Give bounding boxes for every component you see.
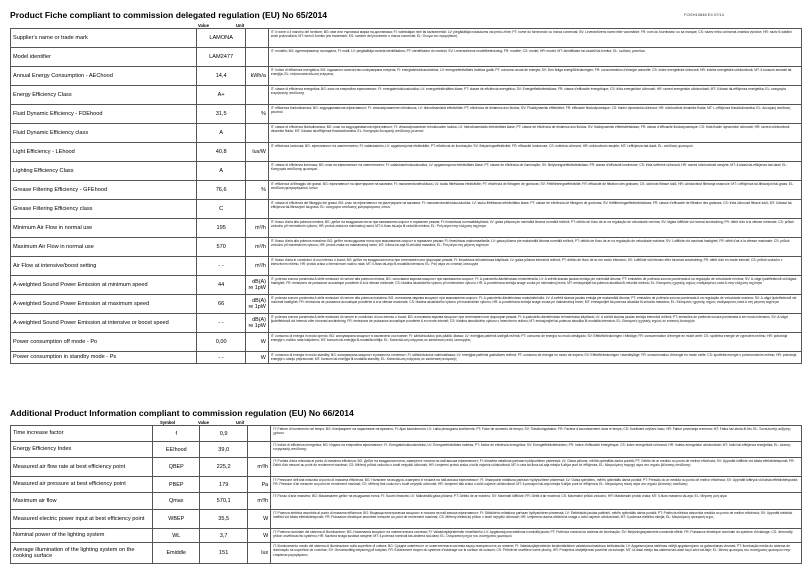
row-value: 151	[200, 543, 248, 564]
row-translations: IT: Potenza nominale del sistema di illuminazione; BG: Номинална мощност на осветителната система; FI: Valaistusjärjestelmän nimellisteho; LV: Apgaismojuma sistēmas nominālā jauda; PT: Potência nominal do sistema de iluminação; SV: Belysningssystemets nominella effekt; FR: Puissance électrique nominale du système d'éclairage; CS: Jmenovitý příkon osvětlovacího systému; HR: Nazivna snaga sustava rasvjete; MT: Il-potenza nominali tas-sistema tad-dawl; EL: Ονομαστική ισχύς του συστήματος φωτισμού	[271, 529, 802, 543]
table-row	[11, 124, 802, 143]
row-label: A-weighted Sound Power Emission at minimum speed	[11, 276, 197, 295]
row-unit	[245, 86, 268, 105]
table-row	[11, 276, 802, 295]
row-value: 31,5	[197, 105, 246, 124]
row-unit	[245, 162, 268, 181]
table-row	[11, 257, 802, 276]
row-unit: W	[245, 333, 268, 352]
row-label: Measured air flow rate at best efficiency point	[11, 458, 153, 477]
row-value: 225,2	[200, 458, 248, 477]
row-translations: IT: potenza sonora ponderata A delle emissioni di rumore in condizioni di uso intenso o boost; BG: излъчвана звукова мощност при интензивен или форсиран режим; FI: A-painotettu äänitehotaso tehostetussa käytössä; LV: A svērtā skaņas jaudas emisija intensīvā režīmā; PT: emissões de potência sonora ponderada A em modo intensivo; SV: A-vägd ljudeffektnivå vid intensiv eller forcerad användning; FR: émissions de puissance acoustique pondérée A en mode intensif; CS: hladina akustického výkonu v intenzivním režimu; MT: emissjonijiet tal-potenza akustika fil-modalità intensiva; EL: Εκπομπές ηχητικής ισχύος σε εντατική λειτουργία	[268, 314, 801, 333]
row-translations: IT: Potenza elettrica assorbita al punto di massima efficienza; BG: Входяща електрическа мощност в точката на най-висока ефективност; FI: Sähköteho mitattuna parhaan hyötysuhteen pisteessä; LV: Elektriskās jaudas patēriņš, mērīts optimālās darba punktā; PT: Potência elétrica absorvida medida no ponto de melhor eficiência; SV: Uppmätt elektrisk ineffekt vid bästa effektivitetspunkt; FR: Puissance électrique absorbée mesurée au point de rendement maximal; CS: Měřený elektrický příkon v bodě nejvyšší účinnosti; HR: Izmjerena ulazna električna snaga u točki najveće učinkovitosti; MT: Il-potenza elettrika mkejla; EL: Μετρούμενη ηλεκτρική ισχύς	[271, 510, 802, 529]
row-unit: dB(A) re 1pW	[245, 295, 268, 314]
row-label: Supplier's name or trade mark	[11, 29, 197, 48]
row-label: A-weighted Sound Power Emission at maximum speed	[11, 295, 197, 314]
table-row	[11, 200, 802, 219]
row-translations: IT: potenza sonora ponderata A delle emissioni di rumore alla potenza massima; BG: излъчвана звукова мощност при максимална скорост; FI: A-painotettu äänitehotaso maksimiteholla; LV: A svērtā skaņas jaudas emisija pie maksimālā ātruma; PT: emissões de potência sonora ponderada A na regulação de velocidade máxima; SV: A-vägd ljudeffektnivå vid maximal hastighet; FR: émissions de puissance acoustique pondérée A à la vitesse maximale; CS: hladina akustického výkonu při maximálním výkonu; HR: A-ponderirana emisija snage zvuka pri maksimalnoj brzini; MT: emissjonijiet tal-potenza akustika fil-veloċità massima; EL: Εκπομπές ηχητικής ισχύος σταθμισμένες κατά Α στη μέγιστη ταχύτητα	[268, 295, 801, 314]
row-translations: IT: Fattore di incremento nel tempo; BG: Коефициент на нарастване на времето; FI: Ajan kasvukerroin; LV: Laika pieauguma koeficients; PT: Fator de aumento de tempo; SV: Tidsökningsfaktor; FR: Facteur d'accroissement dans le temps; CS: Koeficient zvýšení času; HR: Faktor povećanja vremena; MT: Fattur taż-żieda fil-ħin; EL: Συντελεστής αύξησης χρόνου	[271, 426, 802, 442]
row-value: 0,00	[197, 333, 246, 352]
row-label: Average illumination of the lighting system on the cooking surface	[11, 543, 153, 564]
row-translations: IT: consumo di energia in modo spento; BG: консумирана мощност в изключено състояние; FI: sähkönkulutus pois päältä -tilassa; LV: enerģijas patēriņš izslēgtā režīmā; PT: consumo de energia no modo desligado; SV: Effektförbrukningen i frånläge; FR: consommation d'énergie en mode arrêt; CS: spotřeba energie ve vypnutém režimu; HR: potrošnja energije u načinu rada isključeno; MT: konsum tal-enerģija fil-modalità mitfija; EL: Κατανάλωση ενέργειας σε κατάσταση εκτός λειτουργίας	[268, 333, 801, 352]
row-unit: m³/h	[245, 219, 268, 238]
row-label: Model identifier	[11, 48, 197, 67]
row-value: - -	[197, 257, 246, 276]
page-title: Product Fiche compliant to commission delegated regulation (EU) No 65/2014	[10, 10, 328, 20]
row-unit: W	[248, 529, 271, 543]
row-value: A	[197, 162, 246, 181]
row-label: Power consumption off mode - Po	[11, 333, 197, 352]
row-value: 39,0	[200, 442, 248, 458]
row-label: Grease Filtering Efficiency - GFEhood	[11, 181, 197, 200]
table-row	[11, 426, 802, 442]
row-translations: IT: efficienza luminosa; BG: ефективност на осветлението; FI: valaistusteho; LV: apgaismojuma efektivitāte; PT: eficiência de iluminação; SV: Belysningseffektivitet; FR: efficacité lumineuse; CS: světelná účinnost; HR: učinkovitost rasvjete; MT: l-effiċjenza tad-dawl; EL: απόδοση φωτισμού	[268, 143, 801, 162]
table-row	[11, 314, 802, 333]
row-unit	[245, 48, 268, 67]
row-unit	[245, 124, 268, 143]
row-unit: m³/h	[248, 493, 271, 510]
row-translations: IT: consumo di energia in modo standby; BG: консумирана мощност в режим на готовност; FI: sähkönkulutus valmiustilassa; LV: enerģijas patēriņš gaidstāves režīmā; PT: consumo de energia no modo de espera; SV: Effektförbrukningen i standbyläge; FR: consommation d'énergie en mode veille; CS: spotřeba energie v pohotovostním režimu; HR: potrošnja energije u stanju pripravnosti; MT: konsum tal-enerģija fil-modalità standby; EL: Κατανάλωση ενέργειας σε κατάσταση αναμονής	[268, 352, 801, 364]
row-translations: IT: classe di efficienza del filtraggio dei grassi; BG: клас на ефективност на филтриране на мазнини; FI: rasvanerotustehokkuusluokka; LV: tauku filtrēšanas efektivitātes klase; PT: classe de eficiência de filtragem de gorduras; SV: fettfiltreringseffektivitetsklass; FR: classe d'efficacité de filtration des graisses; CS: třída účinnosti filtrace tuků; MT: Il-klassi tal-effiċjenza tal-filtrazzjoni tal-grass; EL: κατηγορία απόδοσης φιλτραρίσματος λιπών	[268, 200, 801, 219]
row-label: A-weighted Sound Power Emission at intensive or boost speed	[11, 314, 197, 333]
row-unit: m³/h	[248, 458, 271, 477]
row-label: Maximum air flow	[11, 493, 153, 510]
row-value: 570,1	[200, 493, 248, 510]
row-value: - -	[197, 352, 246, 364]
row-translations: IT: modello; BG: идентификатор на модела; FI: malli; LV: piegādātāja modeļa identifikators; PT: identificador do modelo; SV: Leverantörens modellbeteckning; FR: modèle; CS: model; HR: model; MT: identifikatur tal-mudell tal-fornitur; EL: κωδικός μοντέλου	[268, 48, 801, 67]
table-row	[11, 86, 802, 105]
row-translations: IT: Indice di efficienza energetica; BG: годишното количество консумирана енергия; FI: energiatehokkuusindeksi; LV: energoefektivitātes indekss gadā; PT: consumo anual de energia; SV: Den årliga energiförbrukningen; FR: consommation d'énergie annuelle; CS: index energetické účinnosti; HR: indeks energetske učinkovitosti; MT: Il-konsum annwali tal-enerģija; EL: ετήσια κατανάλωση ενέργειας	[268, 67, 801, 86]
row-translations: IT: flusso d'aria alla potenza minima; BG: дебит на въздушния поток при минимална скорост в нормален режим; FI: ilmavirtaus normaalikäytössä; LV: gaisa plūsma pie minimālā ātruma normālā režīmā; PT: débito de fluxo de ar na regulação de velocidade mínima; SV: lägsta luftflöde vid normal användning; FR: débit d'air à la vitesse minimale; CS: průtok vzduchu při minimálním výkonu; HR: protok zraka na minimalnoj razini; MT: il-fluss tal-arja fil-veloċità minima; EL: Ροή αέρα στην ελάχιστη ταχύτητα	[268, 219, 801, 238]
additional-info-table	[10, 425, 802, 564]
table-row	[11, 238, 802, 257]
row-value: 570	[197, 238, 246, 257]
row-label: Lighting Efficiency Class	[11, 162, 197, 181]
row-unit: m³/h	[245, 238, 268, 257]
row-label: Energy Efficiency Index	[11, 442, 153, 458]
table-row	[11, 529, 802, 543]
col-header-unit-2: Unit	[236, 420, 245, 425]
row-value: LAM2477	[197, 48, 246, 67]
table-row	[11, 333, 802, 352]
product-fiche-table	[10, 28, 802, 364]
col-header-value-2: Value	[198, 420, 209, 425]
row-unit: %	[245, 181, 268, 200]
col-header-symbol: Symbol	[160, 420, 176, 425]
row-translations: IT: il nome o il marchio del fornitore; BG: име или търговска марка на доставчика; FI: valmistajan nimi tai tavaramerkki; LV: piegādātāja nosaukums vai preču zīme; PT: nome do fornecedor ou marca comercial; SV: Leverantörens namn eller varumärke; FR: nom du fournisseur ou sa marque; CS: název nebo ochranná známka výrobce; HR: naziv ili zaštitni znak proizvođača; MT: isem il-fornitur jew trademark; ES: nombre del proveedor o marca comercial; EL: Όνομα του προμηθευτή	[268, 29, 801, 48]
row-unit: dB(A) re 1pW	[245, 276, 268, 295]
row-translations: IT: flusso d'aria in condizioni di uso intenso o boost; BG: дебит на въздушния поток при интензивен или форсиран режим; FI: ilmavirtaus tehostetussa käytössä; LV: gaisa plūsma intensīvā režīmā; PT: débito de fluxo de ar em modo intensivo; SV: Luftflöde vid intensiv eller forcerad användning; FR: débit d'air en mode intensif; CS: průtok vzduchu v intenzivním režimu; HR: protok zraka u intenzivnom načinu rada; MT: il-fluss tal-arja fil-modalità intensiva; EL: Ροή αέρα σε εντατική λειτουργία	[268, 257, 801, 276]
table-row	[11, 295, 802, 314]
row-value: 0,9	[200, 426, 248, 442]
row-translations: IT: efficienza di filtraggio dei grassi; BG: ефективност на филтриране на мазнини; FI: rasvanerotustehokkuus; LV: tauku filtrēšanas efektivitāte; PT: eficiência de filtragem de gorduras; SV: Fettfiltreringseffektivitet; FR: efficacité de filtration des graisses; CS: účinnost filtrace tuků; HR: učinkovitost filtriranja masnoće; MT: l-effiċjenza tal-filtrazzjoni tal-grass; EL: απόδοση φιλτραρίσματος λιπών	[268, 181, 801, 200]
row-symbol: f	[153, 426, 200, 442]
row-translations: IT: classe di efficienza luminosa; BG: клас на ефективност на осветлението; FI: valaistustehoisuusluokka; LV: apgaismojuma efektivitātes klase; PT: classe de eficiência de iluminação; SV: Belysningseffektivitetsklass; FR: classe d'efficacité lumineuse; CS: třída světelné účinnosti; HR: razred učinkovitosti rasvjete; MT: Il-klassi tal-effiċjenza tad-dawl; EL: Κατηγορία απόδοσης φωτισμού	[268, 162, 801, 181]
row-unit	[248, 442, 271, 458]
row-symbol: PBEP	[153, 477, 200, 493]
row-unit: W	[248, 510, 271, 529]
row-translations: IT: Illuminamento medio del sistema di illuminazione sulla superficie di cottura; BG: Средна осветеност от осветителната система върху повърхността за готвене; FI: Valaistusjärjestelmän keskimääräinen valaistusvoimakkuus keittotasolla; LV: Apgaismojuma sistēmas vidējā apgaismojums uz gatavošanas virsmas; PT: Iluminação média do sistema de iluminação na superfície de cozinhar; SV: Genomsnittlig belysning på kokytan; FR: Éclairement moyen du système d'éclairage sur la surface de cuisson; CS: Průměrné osvětlení varné plochy; HR: Prosječna osvijetljenost površine za kuhanje; MT: Id-dawl medju tas-sistema tad-dawl fuq il-wiċċ tat-tisjir; EL: Μέσος φωτισμός του συστήματος φωτισμού στην επιφάνεια μαγειρέματος	[271, 543, 802, 564]
table-row	[11, 29, 802, 48]
row-label: Air Flow at intensive/boost setting	[11, 257, 197, 276]
section-title-additional: Additional Product Information compliant to commission regulation (EU) No 66/2014	[10, 408, 354, 418]
row-translations: IT: efficienza fluidodinamica; BG: хидродинамична ефективност; FI: virtausdynaaminen tehokkuus; LV: hidrodinamiskā efektivitāte; PT: eficiência de dinâmica dos fluidos; SV: Fluiddynamisk effektivitet; FR: efficacité fluidodynamique; CS: fluidní dynamická účinnost; HR: učinkovitost dinamike fluida; MT: L-effiċjenza fluwidodinamika; EL: Δυναμική απόδοση ρευστού	[268, 105, 801, 124]
fiche-code: FOGH10848 E4 07/14	[684, 12, 724, 17]
col-header-unit: Unit	[236, 23, 245, 28]
row-value: 3,7	[200, 529, 248, 543]
table-row	[11, 48, 802, 67]
row-value: 14,4	[197, 67, 246, 86]
row-value: 76,6	[197, 181, 246, 200]
row-value: 35,5	[200, 510, 248, 529]
row-translations: IT: Indice di efficienza energetica; BG: Индекс на енергийна ефективност; FI: Energiatehokkuusindeksi; LV: Energoefektivitātes indekss; PT: Índice de eficiência energética; SV: Energieffektivitetsindex; FR: Indice d'efficacité énergétique; CS: Index energetické účinnosti; HR: Indeks energetske učinkovitosti; MT: Indiċi tal-effiċjenza enerģetika; EL: Δείκτης ενεργειακής απόδοσης	[271, 442, 802, 458]
table-row	[11, 219, 802, 238]
table-row	[11, 67, 802, 86]
row-label: Maximum Air Flow in normal use	[11, 238, 197, 257]
row-label: Energy Efficiency Class	[11, 86, 197, 105]
row-value: 40,8	[197, 143, 246, 162]
table-row	[11, 458, 802, 477]
row-label: Light Efficiency - LEhood	[11, 143, 197, 162]
col-header-value: Value	[198, 23, 209, 28]
row-label: Annual Energy Consumption - AEChood	[11, 67, 197, 86]
row-value: A+	[197, 86, 246, 105]
row-value: LAMONA	[197, 29, 246, 48]
row-translations: IT: Flusso d'aria massimo; BG: Максимален дебит на въздушния поток; FI: Suurin ilmavirta; LV: Maksimālā gaisa plūsma; PT: Débito de ar máximo; SV: Maximalt luftflöde; FR: Débit d'air maximal; CS: Maximální průtok vzduchu; HR: Maksimalni protok zraka; MT: Il-fluss massimu tal-arja; EL: Μέγιστη ροή αέρα	[271, 493, 802, 510]
row-translations: IT: Pressione dell'aria misurata al punto di massima efficienza; BG: Налягане на въздуха, измерено в точката на най-висока ефективност; FI: Ilmanpaine mitattuna parhaan hyötysuhteen pisteessä; LV: Gaisa spiediens, mērīts optimālās darba punktā; PT: Pressão do ar medida no ponto de melhor eficiência; SV: Uppmätt lufttryck vid bästa effektivitetspunkt; FR: Pression d'air mesurée au point de rendement maximal; CS: Měřený tlak vzduchu v bodě nejvyšší účinnosti; HR: Izmjereni tlak zraka u točki najveće učinkovitosti; MT: Il-pressjoni tal-arja mkejla fl-aħjar punt ta' effiċjenza; EL: Μετρούμενη πίεση αέρα στο σημείο βέλτιστης απόδοσης	[271, 477, 802, 493]
row-label: Power consumption in standby mode - Ps	[11, 352, 197, 364]
row-translations: IT: classe di efficienza fluidodinamica; BG: клас на хидродинамична ефективност; FI: virtausdynaamisen tehokkuuden luokka; LV: hidrodinamiskās efektivitātes klase; PT: classe de eficiência de dinâmica dos fluidos; SV: fluiddynamisk effektivitetsklass; FR: classe d'efficacité fluidodynamique; CS: třída fluidní dynamické účinnosti; HR: razred učinkovitosti dinamike fluida; MT: Il-klassi tal-effiċjenza fluwidodinamika; EL: Κατηγορία δυναμικής απόδοσης ρευστού	[268, 124, 801, 143]
row-unit: lux/W	[245, 143, 268, 162]
row-unit	[248, 426, 271, 442]
row-unit: dB(A) re 1pW	[245, 314, 268, 333]
row-value: C	[197, 200, 246, 219]
row-symbol: Emiddle	[153, 543, 200, 564]
row-label: Minimum Air Flow in normal use	[11, 219, 197, 238]
row-value: A	[197, 124, 246, 143]
row-label: Fluid Dynamic Efficiency - FDEhood	[11, 105, 197, 124]
row-label: Time increase factor	[11, 426, 153, 442]
row-translations: IT: classe di efficienza energetica; BG: клас на енергийна ефективност; FI: energiatehokkuusluokka; LV: energoefektivitātes klase; PT: classe de eficiência energética; SV: Energieffektivitetsklass; FR: classe d'efficacité énergétique; CS: třída energetické účinnosti; HR: razred energetske učinkovitosti; MT: Il-klassi tal-effiċjenza enerģetika; EL: κατηγορία ενεργειακής απόδοσης	[268, 86, 801, 105]
table-row	[11, 493, 802, 510]
row-value: 179	[200, 477, 248, 493]
row-unit: W	[245, 352, 268, 364]
table-row	[11, 352, 802, 364]
row-value: 44	[197, 276, 246, 295]
table-row	[11, 510, 802, 529]
row-symbol: QBEP	[153, 458, 200, 477]
row-unit	[245, 200, 268, 219]
row-unit: %	[245, 105, 268, 124]
row-label: Nominal power of the lighting system	[11, 529, 153, 543]
table-row	[11, 181, 802, 200]
row-translations: IT: potenza sonora ponderata A delle emissioni di rumore alla potenza minima; BG: излъчвана звукова мощност при минимална скорост; FI: A-painotettu äänitehotaso minimiteholla; LV: A svērtā skaņas jaudas emisija pie minimālā ātruma; PT: emissões de potência sonora ponderada A na regulação de velocidade mínima; SV: A-vägd ljudeffektnivå vid lägsta hastighet; FR: émissions de puissance acoustique pondérée A à la vitesse minimale; CS: hladina akustického výkonu při minimálním výkonu; HR: A-ponderirana emisija snage zvuka pri minimalnoj brzini; MT: emissjonijiet tal-potenza akustika fil-veloċità minima; EL: Εκπομπές ηχητικής ισχύος σταθμισμένες κατά Α στην ελάχιστη ταχύτητα	[268, 276, 801, 295]
row-translations: IT: flusso d'aria alla potenza massima; BG: дебит на въздушния поток при максимална скорост в нормален режим; FI: ilmavirtaus maksimaalisella; LV: gaisa plūsma pie maksimālā ātruma normālā režīmā; PT: débito de fluxo de ar na regulação de velocidade máxima; SV: Luftflöde vid maximal hastighet; FR: débit d'air à la vitesse maximale; CS: průtok vzduchu při maximálním výkonu; HR: protok zraka na maksimalnoj razini; MT: il-fluss tal-arja fil-veloċità massima; EL: Ροή αέρα στη μέγιστη ταχύτητα	[268, 238, 801, 257]
row-label: Measured electric power input at best efficiency point	[11, 510, 153, 529]
row-unit: lux	[248, 543, 271, 564]
row-label: Grease Filtering Efficiency class	[11, 200, 197, 219]
row-translations: IT: Portata d'aria misurata al punto di massima efficienza; BG: Дебит на въздушния поток, измерен в точката на най-висока ефективност; FI: Ilmavirta mitattuna parhaan hyötysuhteen pisteessä; LV: Gaisa plūsma, mērīta optimālās darba punktā; PT: Débito de ar medido no ponto de melhor eficiência; SV: Uppmätt luftflöde vid bästa effektivitetspunkt; FR: Débit d'air mesuré au point de rendement maximal; CS: Měřený průtok vzduchu v bodě nejvyšší účinnosti; HR: Izmjereni protok zraka u točki najveće učinkovitosti; MT: ir-rata tal-fluss tal-arja mkejla fl-aħjar punt ta' effiċjenza; EL: Μετρούμενη παροχή αέρα στο σημείο βέλτιστης απόδοσης	[271, 458, 802, 477]
row-symbol: Qmax	[153, 493, 200, 510]
row-unit: m³/h	[245, 257, 268, 276]
row-label: Measured air pressure at best efficiency point	[11, 477, 153, 493]
row-value: - -	[197, 314, 246, 333]
row-unit: Pa	[248, 477, 271, 493]
row-symbol: EEIhood	[153, 442, 200, 458]
row-unit	[245, 29, 268, 48]
row-label: Fluid Dynamic Efficiency class	[11, 124, 197, 143]
row-symbol: WL	[153, 529, 200, 543]
table-row	[11, 143, 802, 162]
table-row	[11, 105, 802, 124]
table-row	[11, 162, 802, 181]
row-symbol: WBEP	[153, 510, 200, 529]
table-row	[11, 477, 802, 493]
row-value: 66	[197, 295, 246, 314]
row-value: 195	[197, 219, 246, 238]
table-row	[11, 442, 802, 458]
row-unit: kWh/a	[245, 67, 268, 86]
table-row	[11, 543, 802, 564]
